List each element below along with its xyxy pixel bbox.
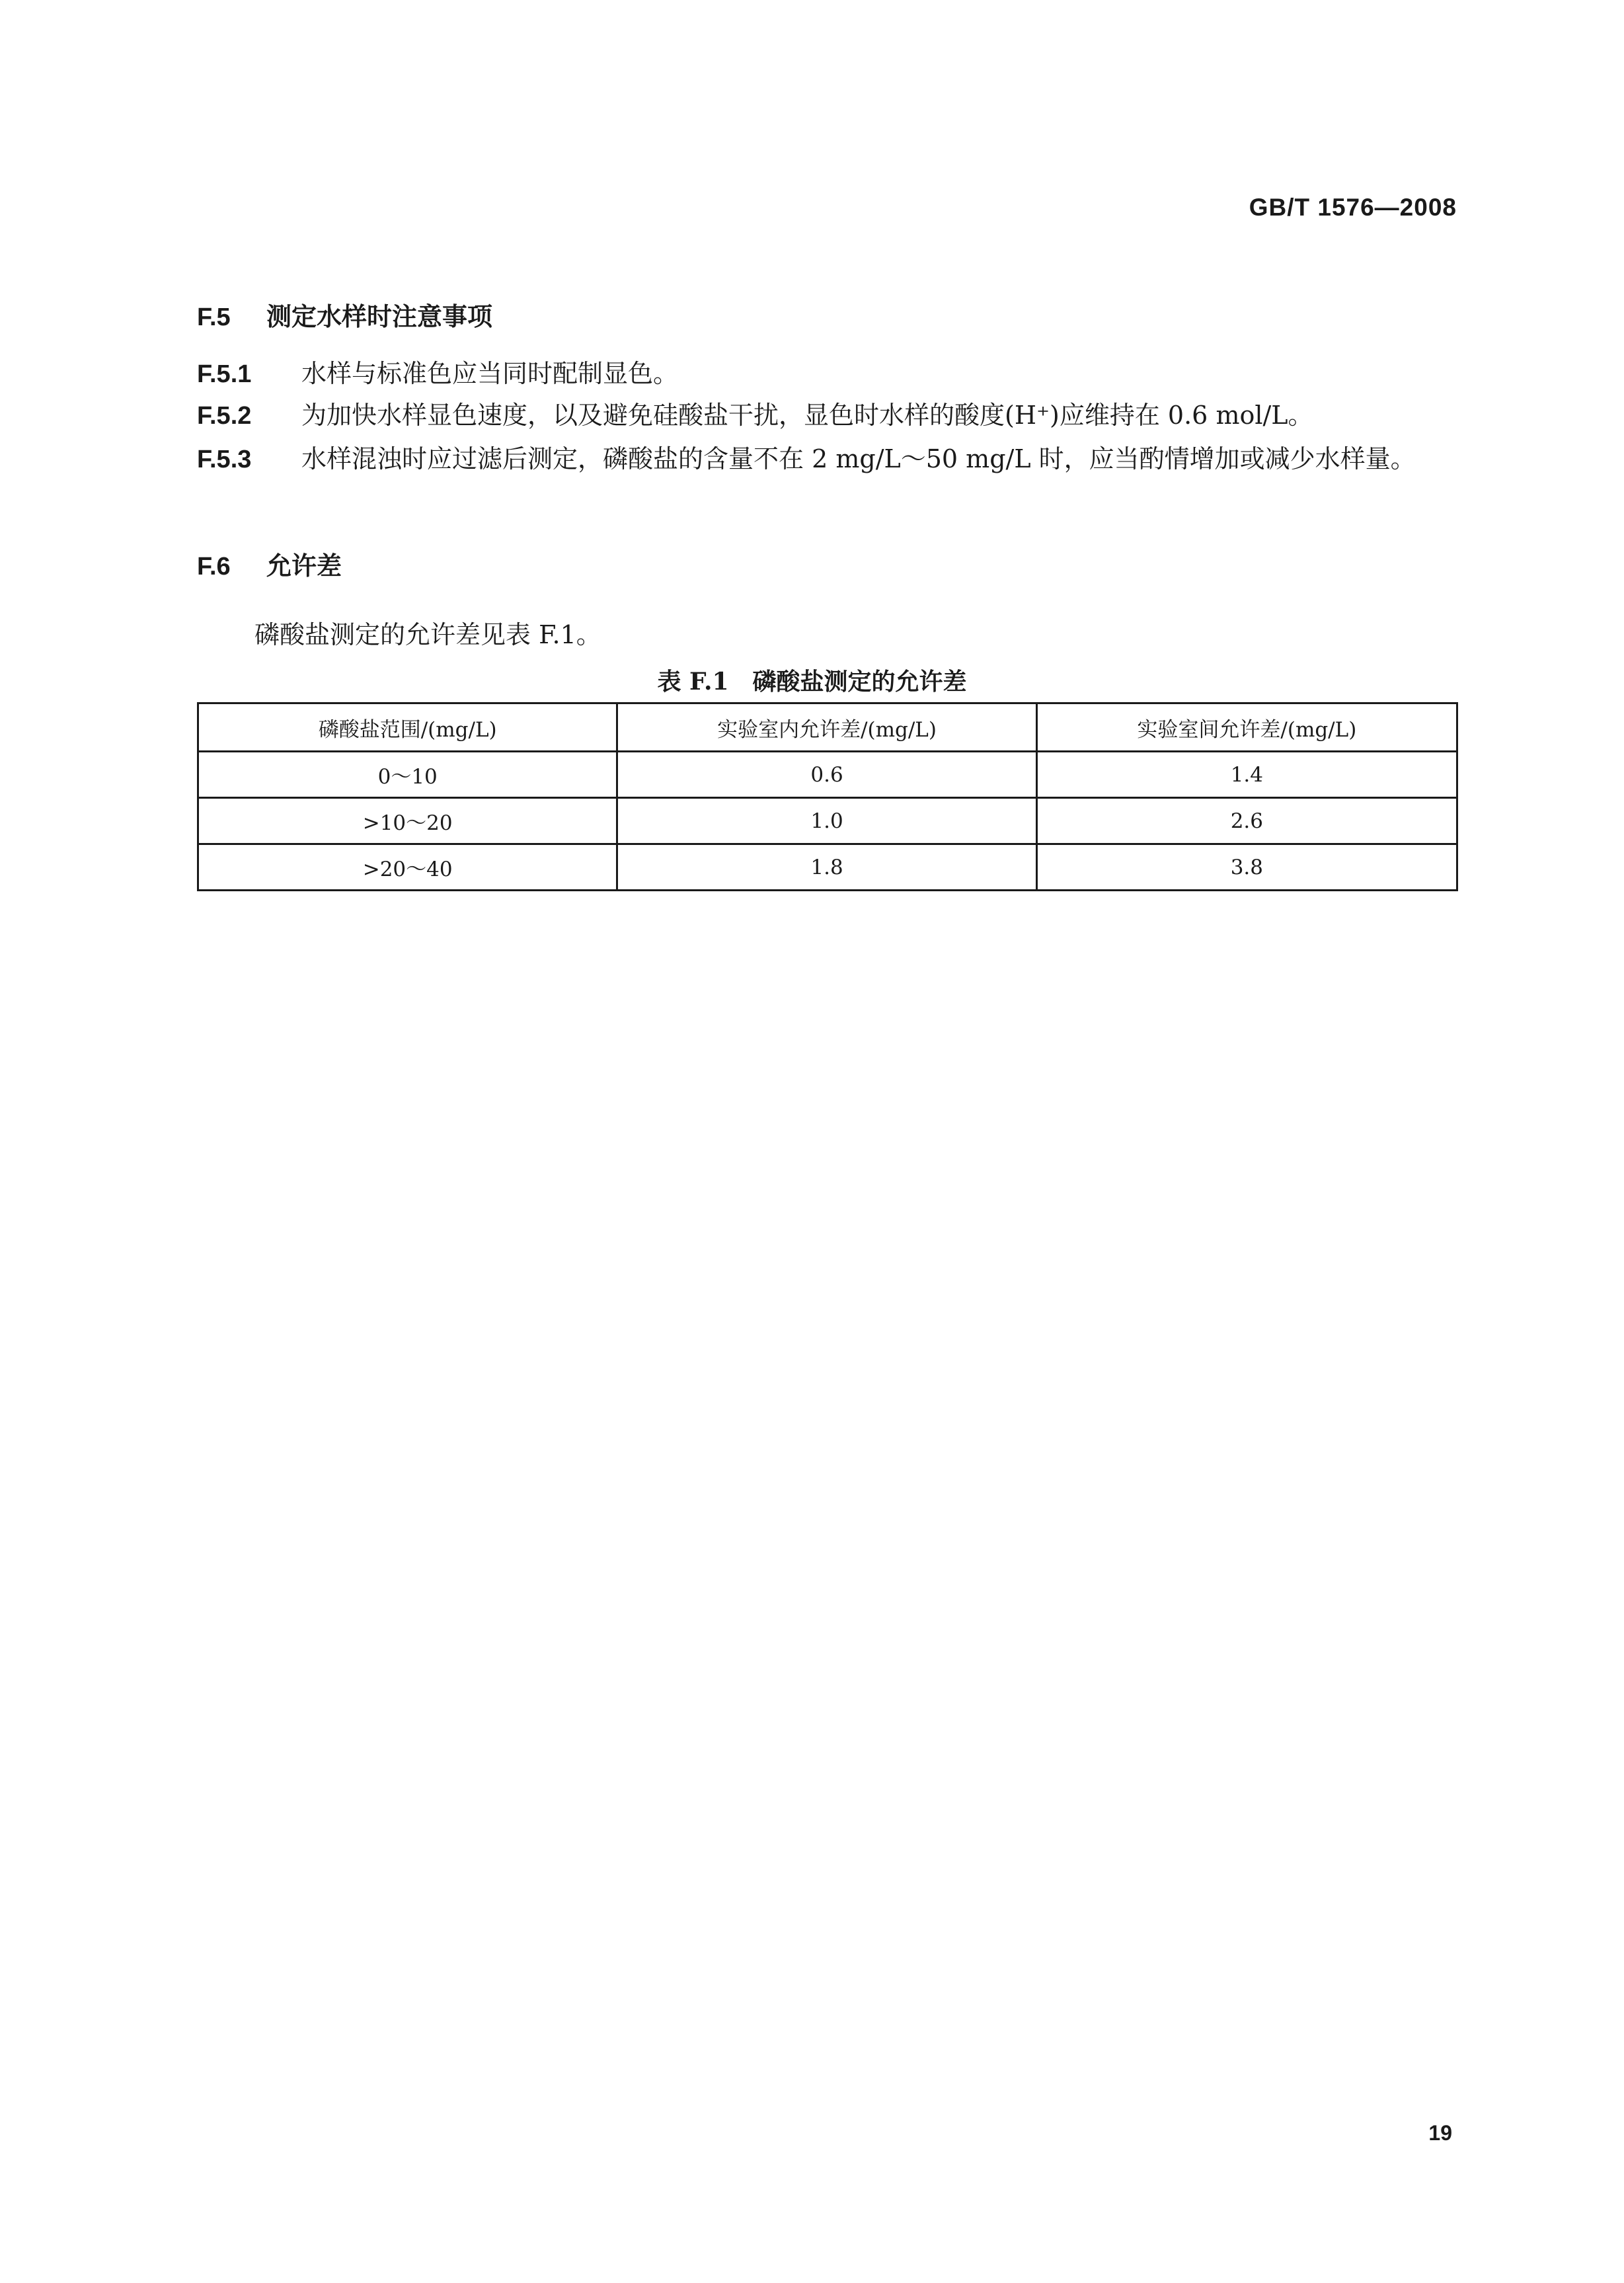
table-row [198,752,1457,798]
column-header: 实验室间允许差/(mg/L) [1036,703,1457,752]
table-cell: 1.8 [617,844,1036,891]
table-cell: 2.6 [1036,798,1457,844]
clause-f5-1 [197,352,678,395]
table-row [198,844,1457,891]
table-cell: 0.6 [617,752,1036,798]
clause-text: 水样混浊时应过滤后测定，磷酸盐的含量不在 2 mg/L～50 mg/L 时，应当酌情增加或减少水样量。 [301,444,1416,473]
section-f5-heading [197,296,492,333]
clause-number: F.5.3 [197,446,252,473]
table-cell: >20～40 [198,844,617,891]
section-f6-intro: 磷酸盐测定的允许差见表 F.1。 [254,620,601,649]
table-header-row [198,703,1457,752]
section-f6-number: F.6 [197,553,231,581]
clause-number: F.5.1 [197,360,252,388]
clause-text: 水样与标准色应当同时配制显色。 [301,359,679,388]
table-cell: 0～10 [198,752,617,798]
clause-text: 为加快水样显色速度，以及避免硅酸盐干扰，显色时水样的酸度(H⁺)应维持在 0.6 mol/L。 [301,401,1313,430]
table-cell: 1.4 [1036,752,1457,798]
table-cell: >10～20 [198,798,617,844]
clause-number: F.5.2 [197,402,252,430]
section-f6-title: 允许差 [266,551,342,581]
section-f5-title: 测定水样时注意事项 [266,301,493,331]
column-header: 实验室内允许差/(mg/L) [617,703,1036,752]
standard-number: GB/T 1576—2008 [1249,194,1457,221]
clause-f5-3 [197,436,1458,482]
table-row [198,798,1457,844]
clause-f5-2 [197,394,1313,437]
table-cell: 1.0 [617,798,1036,844]
table-caption: 表 F.1 磷酸盐测定的允许差 [657,668,967,696]
column-header: 磷酸盐范围/(mg/L) [198,703,617,752]
table-cell: 3.8 [1036,844,1457,891]
tolerance-table [197,702,1458,891]
page-number: 19 [1428,2121,1452,2145]
section-f6-heading [197,545,342,582]
section-f5-number: F.5 [197,303,231,331]
